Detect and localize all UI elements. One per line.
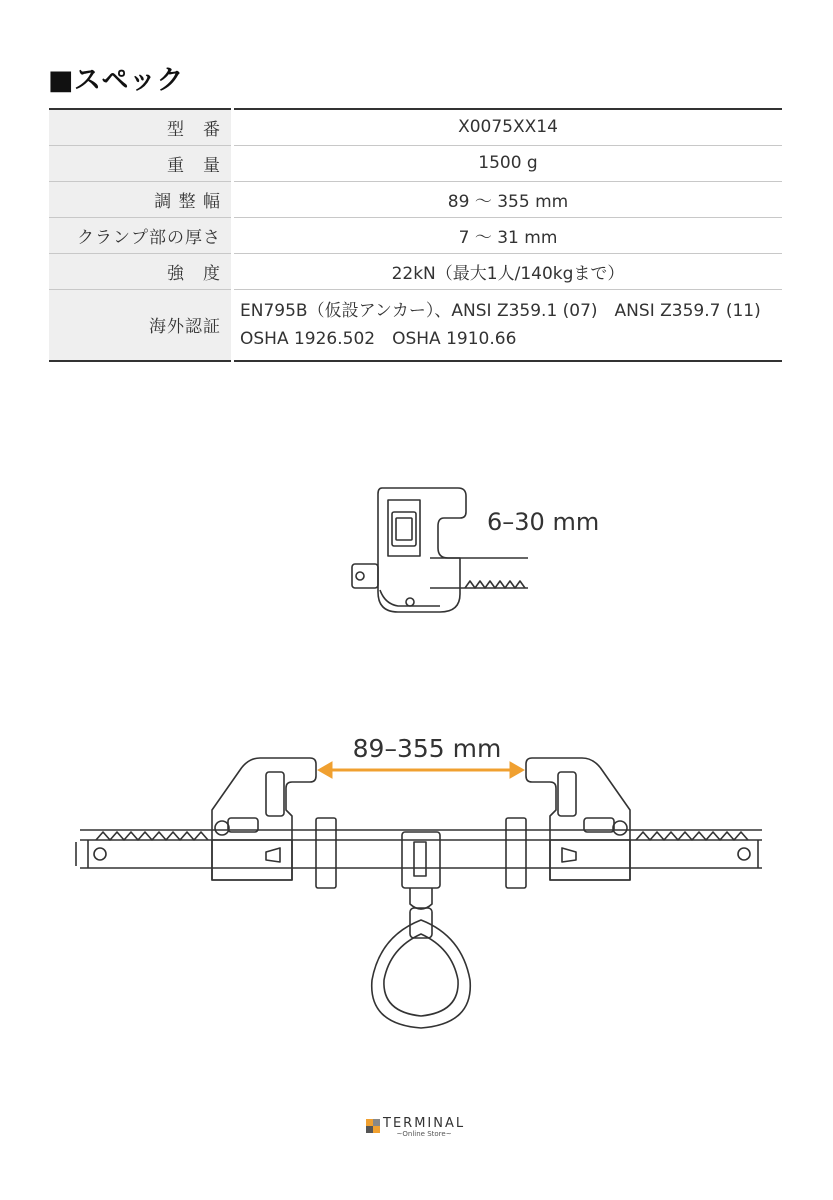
spec-row-clamp-thickness xyxy=(49,217,782,253)
clamp-window-inner xyxy=(396,518,412,540)
left-clamp-knob xyxy=(215,821,229,835)
certification-line-2: OSHA 1926.502 OSHA 1910.66 xyxy=(240,328,517,349)
left-clamp-arrow xyxy=(266,848,280,862)
spec-value: 1500 g xyxy=(233,145,783,181)
span-dimension-label: 89–355 mm xyxy=(352,734,502,763)
brand-logo xyxy=(366,1117,465,1138)
right-clamp-knob xyxy=(613,821,627,835)
clamp-jaw-diagram xyxy=(340,478,640,618)
spec-label: 海外認証 xyxy=(49,289,233,361)
clamp-screw xyxy=(406,598,414,606)
spec-value: 7 〜 31 mm xyxy=(233,217,783,253)
bar-teeth-right xyxy=(636,832,748,840)
spec-row-model xyxy=(49,109,782,145)
bar-hole-right xyxy=(738,848,750,860)
spec-table xyxy=(49,108,782,362)
spec-value xyxy=(233,289,783,361)
clamp-body xyxy=(378,488,466,612)
span-arrow xyxy=(318,762,524,778)
right-clamp-window xyxy=(558,772,576,816)
anchor-assembly-diagram xyxy=(70,725,770,1045)
spec-label: 強 度 xyxy=(49,253,233,289)
spec-value: X0075XX14 xyxy=(233,109,783,145)
logo-icon xyxy=(366,1119,380,1133)
stopper-left xyxy=(316,818,336,888)
span-arrow-head-right xyxy=(510,762,524,778)
spec-row-strength xyxy=(49,253,782,289)
d-ring-inner xyxy=(384,934,458,1016)
left-clamp-window xyxy=(266,772,284,816)
bar-teeth-left xyxy=(96,832,208,840)
spec-row-adjust-range xyxy=(49,181,782,217)
spec-row-weight xyxy=(49,145,782,181)
span-arrow-head-left xyxy=(318,762,332,778)
logo-main-text: TERMINAL xyxy=(383,1116,466,1131)
d-ring xyxy=(372,920,471,1028)
spec-row-certification xyxy=(49,289,782,361)
stopper-right xyxy=(506,818,526,888)
spec-value: 22kN（最大1人/140kgまで） xyxy=(233,253,783,289)
rail-teeth xyxy=(465,581,525,588)
right-clamp-arrow xyxy=(562,848,576,862)
bar-hole-left xyxy=(94,848,106,860)
spec-label: 重 量 xyxy=(49,145,233,181)
spec-label: 型 番 xyxy=(49,109,233,145)
jaw-dimension-label: 6–30 mm xyxy=(487,508,600,536)
certification-line-1: EN795B（仮設アンカー）、ANSI Z359.1 (07) ANSI Z359.7 (11) xyxy=(240,300,761,321)
spec-value: 89 〜 355 mm xyxy=(233,181,783,217)
spec-label: 調 整 幅 xyxy=(49,181,233,217)
section-heading: ■スペック xyxy=(48,65,185,96)
clamp-tab-hole xyxy=(356,572,364,580)
logo-sub-text: ~Online Store~ xyxy=(396,1130,452,1138)
spec-label: クランプ部の厚さ xyxy=(49,217,233,253)
swivel-neck xyxy=(410,888,432,909)
swivel-pin xyxy=(414,842,426,876)
